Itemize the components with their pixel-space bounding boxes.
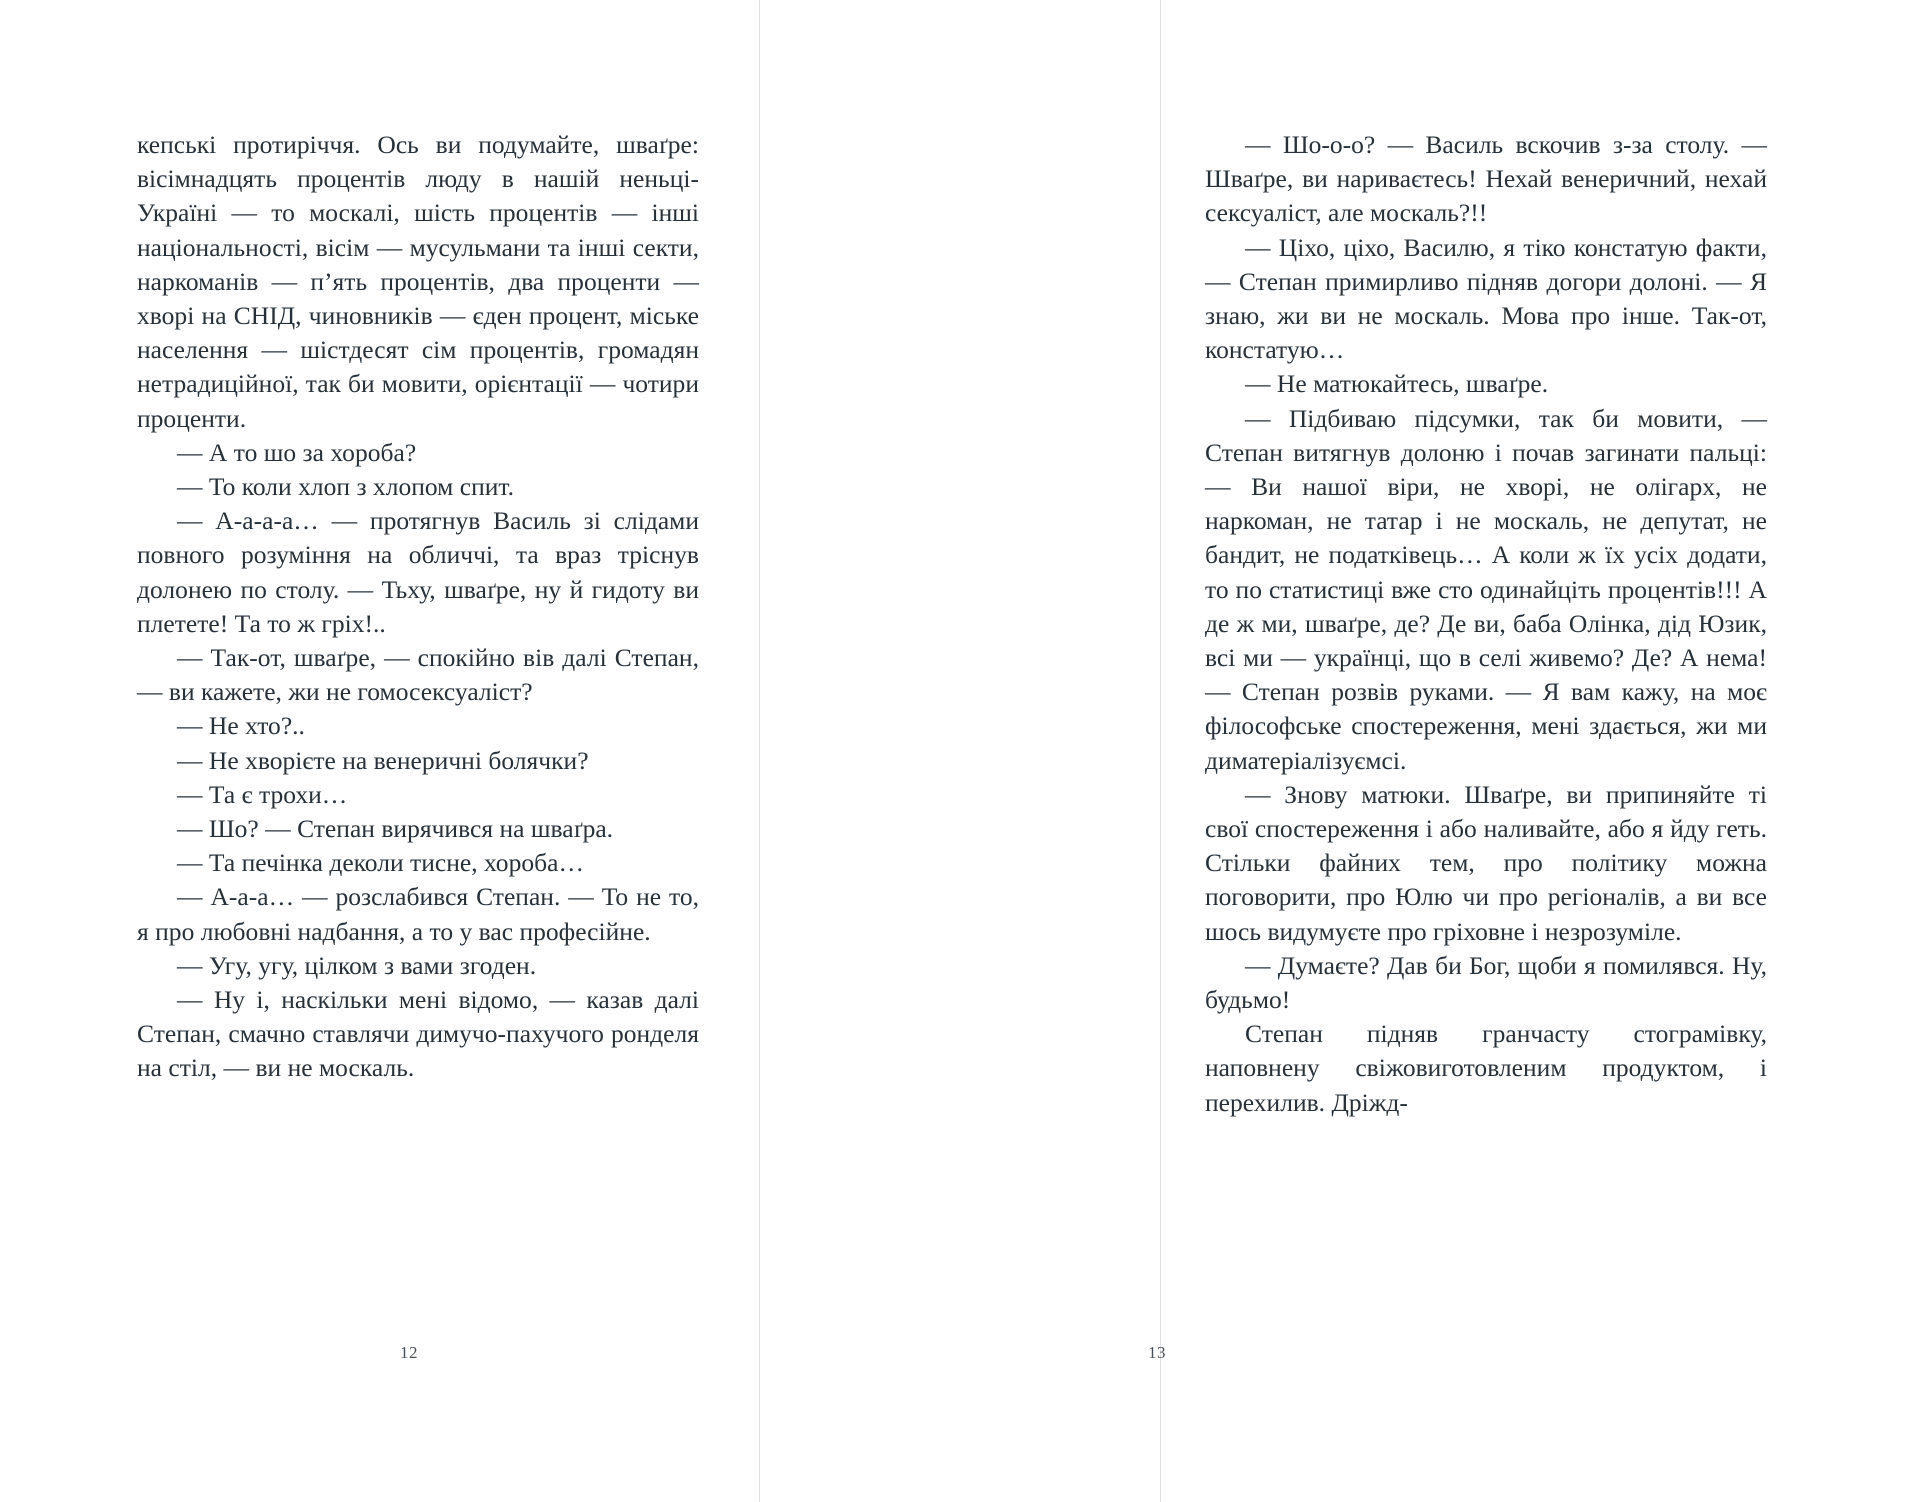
paragraph: — Так-от, шваґре, — спокійно вів далі Степан, — ви кажете, жи не гомосексуаліст? — [137, 643, 699, 707]
page-right-edge — [1160, 0, 1161, 1502]
page-left-textblock — [137, 128, 699, 1086]
paragraph: — Думаєте? Дав би Бог, щоби я помилявся. Ну, будьмо! — [1205, 950, 1767, 1015]
paragraph: — А то шо за хороба? — [177, 437, 417, 467]
paragraph: — Шо-о-о? — Василь вскочив з-за столу. — Шваґре, ви нариваєтесь! Нехай венеричний, нехай сексуаліст, але москаль?!! — [1205, 130, 1767, 228]
paragraph: — Ціхо, ціхо, Василю, я тіко констатую факти, — Степан примирливо підняв догори долоні. — Я знаю, жи ви не москаль. Мова про інше. Так-от, констатую… — [1205, 232, 1767, 365]
paragraph: — Угу, угу, цілком з вами згоден. — [177, 950, 537, 980]
paragraph: — Ну і, наскільки мені відомо, — казав далі Степан, смачно ставлячи димучо-пахучого ронделя на стіл, — ви не москаль. — [137, 985, 699, 1083]
paragraph: — То коли хлоп з хлопом спит. — [177, 472, 515, 502]
paragraph: — А-а-а-а… — протягнув Василь зі слідами повного розуміння на обличчі, та враз тріснув долонею по столу. — Тьху, шваґре, ну й гидоту ви плетете! Та то ж гріх!.. — [137, 506, 699, 638]
page-left — [0, 0, 760, 1502]
paragraph: — Та є трохи… — [177, 779, 348, 809]
spread-gutter — [760, 0, 1160, 1502]
paragraph: — Знову матюки. Шваґре, ви припиняйте ті свої спостереження і або наливайте, або я йду геть. Стільки файних тем, про політику можна поговорити, про Юлю чи про регіоналів, а ви все шось видумуєте про гріховне і незрозуміле. — [1205, 779, 1767, 946]
paragraph: — Шо? — Степан вирячився на шваґра. — [177, 814, 614, 844]
page-right-textblock — [1205, 128, 1767, 1120]
paragraph: кепські протиріччя. Ось ви подумайте, шваґре: вісімнадцять процентів люду в нашій неньці-Україні — то москалі, шість процентів — інші національності, вісім — мусульмани та інші секти, наркоманів — п’ять процентів, два проценти — хворі на СНІД, чиновників — єден процент, міське населення — шістдесят сім процентів, громадян нетрадиційної, так би мовити, орієнтації — чотири проценти. — [137, 130, 699, 433]
paragraph: — Не хто?.. — [177, 711, 305, 741]
paragraph: — А-а-а… — розслабився Степан. — То не то, я про любовні надбання, а то у вас професійне. — [137, 882, 699, 946]
page-number-left: 12 — [400, 1343, 418, 1362]
page-right — [1160, 0, 1920, 1502]
paragraph: — Підбиваю підсумки, так би мовити, — Степан витягнув долоню і почав загинати пальці: — Ви нашої віри, не хворі, не олігарх, не наркоман, не татар і не москаль, не депутат, не бандит, не податківець… А коли ж їх усіх додати, то по статистиці вже сто одинайціть процентів!!! А де ж ми, шваґре, де? Де ви, баба Олінка, дід Юзик, всі ми — українці, що в селі живемо? Де? А нема! — Степан розвів руками. — Я вам кажу, на моє філософське спостереження, мені здається, жи ми диматеріалізуємсі. — [1205, 403, 1767, 775]
paragraph: Степан підняв гранчасту стограмівку, наповнену свіжовиготовленим продуктом, і перехилив. Дріжд- — [1205, 1019, 1767, 1117]
paragraph: — Не хворієте на венеричні болячки? — [177, 745, 589, 775]
page-number-right: 13 — [1148, 1343, 1166, 1362]
paragraph: — Не матюкайтесь, шваґре. — [1245, 369, 1549, 399]
paragraph: — Та печінка деколи тисне, хороба… — [177, 848, 584, 878]
